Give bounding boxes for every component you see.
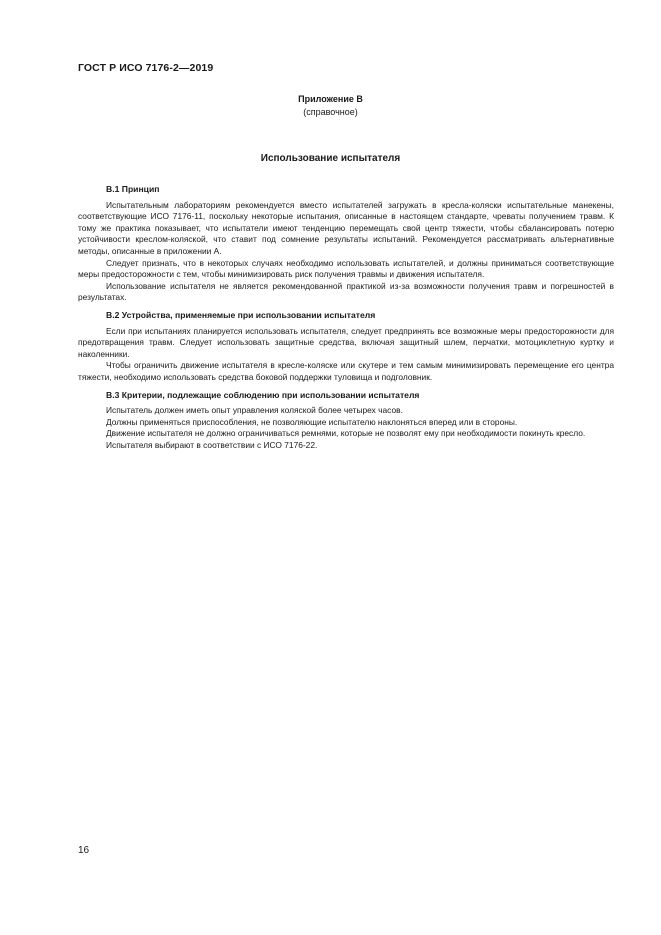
paragraph: Должны применяться приспособления, не позволяющие испытателю наклоняться вперед или в стороны. [106,416,518,427]
annex-type: (справочное) [303,107,358,117]
paragraph: Движение испытателя не должно ограничиваться ремнями, которые не позволят ему при необходимости покинуть кресло. [106,428,586,439]
document-body [78,184,614,451]
paragraph: Испытатель должен иметь опыт управления коляской более четырех часов. [106,405,403,416]
annex-heading [0,93,661,119]
paragraph: Чтобы ограничить движение испытателя в кресле-коляске или скутере и тем самым минимизировать перемещение его центра тяжести, необходимо использовать средства боковой поддержки туловища и подголовник. [78,360,614,382]
section-heading: В.3 Критерии, подлежащие соблюдению при использовании испытателя [106,389,420,400]
section-heading: В.1 Принцип [106,184,160,194]
annex-title: Использование испытателя [260,153,401,164]
paragraph: Испытателя выбирают в соответствии с ИСО 7176-22. [106,439,318,450]
annex-label: Приложение В [298,94,363,104]
paragraph: Испытательным лабораториям рекомендуется вместо испытателей загружать в кресла-коляски испытательные манекены, соответствующие ИСО 7176-11, поскольку некоторые испытания, описанные в настоящем стандарте, чреваты получением травм. К тому же практика показывает, что испытатели имеют тенденцию перемещать свой центр тяжести, чтобы сбалансировать потерю устойчивости креслом-коляской, что ставит под сомнение результаты испытаний. Рекомендуется рассматривать альтернативные методы, описанные в приложении А. [78,199,614,256]
paragraph: Если при испытаниях планируется использовать испытателя, следует предпринять все возможные меры предосторожности для предотвращения травм. Следует использовать защитные средства, включая защитный шлем, перчатки, мотоциклетную куртку и наколенники. [78,325,614,359]
page-number: 16 [78,845,90,856]
section-heading: В.2 Устройства, применяемые при использовании испытателя [106,309,376,320]
document-code: ГОСТ Р ИСО 7176-2—2019 [78,62,214,74]
paragraph: Использование испытателя не является рекомендованной практикой из-за возможности получения травм и погрешностей в результатах. [78,280,614,303]
paragraph: Следует признать, что в некоторых случаях необходимо использовать испытателей, и должны приниматься соответствующие меры предосторожности с тем, чтобы минимизировать риск получения травмы и движения испытателя. [78,257,614,280]
